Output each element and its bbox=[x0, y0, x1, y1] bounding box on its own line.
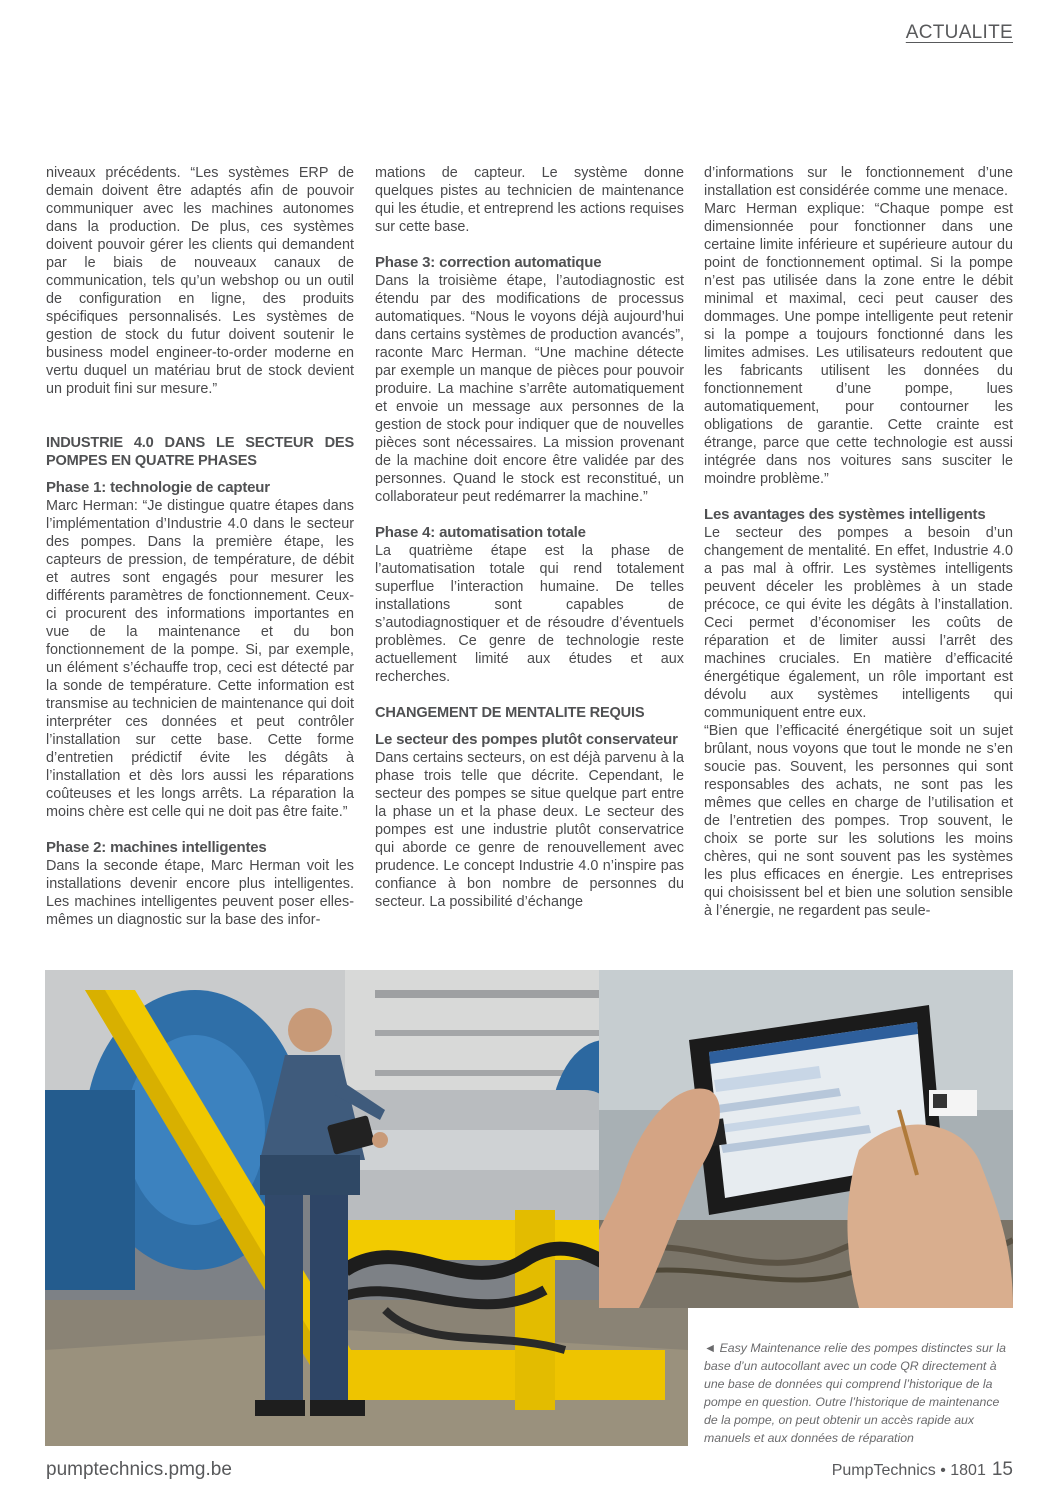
subheading-phase-2: Phase 2: machines intelligentes bbox=[46, 839, 267, 856]
magazine-issue: PumpTechnics • 1801 bbox=[831, 1462, 986, 1479]
paragraph: mations de capteur. Le système donne quelques pistes au technicien de maintenance qui les étudie, et entreprend les actions requises sur cette base. bbox=[375, 165, 684, 235]
subheading-phase-1: Phase 1: technologie de capteur bbox=[46, 479, 270, 496]
footer-magazine-info bbox=[832, 1459, 1013, 1481]
article-column-1 bbox=[46, 164, 354, 929]
paragraph: Marc Herman explique: “Chaque pompe est dimensionnée pour fonctionner dans une certaine limite inférieure et supérieure autour du point de fonctionnement optimal. Si la pompe n’est pas utilisée dans la zone entre le débit minimal et maximal, ceci peut causer des dommages. Une pompe intelligente peut retenir si la pompe a toujours fonctionné dans les limites admises. Les utilisateurs redoutent que les fabricants utilisent les données du fonctionnement d’une pompe, lues automatiquement, pour contourner les obligations de garantie. Cette crainte est étrange, parce que cette technologie est aussi intégrée dans nos voitures sans susciter le moindre problème.” bbox=[704, 201, 1013, 487]
paragraph: d’informations sur le fonctionnement d’une installation est considérée comme une menace. bbox=[704, 165, 1013, 199]
paragraph: Dans la seconde étape, Marc Herman voit les installations devenir encore plus intelligentes. Les machines intelligentes peuvent poser elles-mêmes un diagnostic sur la base des infor- bbox=[46, 858, 354, 928]
page-number: 15 bbox=[991, 1459, 1013, 1480]
paragraph: Le secteur des pompes a besoin d’un changement de mentalité. En effet, Industrie 4.0 a pas mal à offrir. Les systèmes intelligents peuvent déceler les problèmes à un stade précoce, ce qui évite les dégâts à l’installation. Ceci permet d’économiser les coûts de réparation et de limiter aussi l’arrêt des machines cruciales. En matière d’efficacité énergétique également, un rôle important est dévolu aux systèmes intelligents qui communiquent entre eux. bbox=[704, 525, 1013, 721]
paragraph: niveaux précédents. “Les systèmes ERP de demain doivent être adaptés afin de pouvoir communiquer avec les machines autonomes dans la production. De plus, ces systèmes doivent pouvoir gérer les clients qui demandent par le biais de nouveaux canaux de communication, tels qu’un webshop ou un outil de configuration en ligne, des produits spécifiques personnalisés. Les systèmes de gestion de stock du futur doivent soutenir le business model engineer-to-order moderne en vertu duquel un matériau brut de stock devient un produit fini sur mesure.” bbox=[46, 165, 354, 397]
photo-tablet-app bbox=[599, 970, 1013, 1308]
photo-caption: ◄ Easy Maintenance relie des pompes distinctes sur la base d’un autocollant avec un code QR directement à une base de données qui comprend l’historique de la pompe en question. Outre l’historique de maintenance de la pompe, on peut obtenir un accès rapide aux manuels et aux données de réparation bbox=[704, 1341, 1006, 1445]
footer-url[interactable]: pumptechnics.pmg.be bbox=[46, 1459, 232, 1480]
subheading: Le secteur des pompes plutôt conservateur bbox=[375, 731, 678, 748]
subheading-phase-3: Phase 3: correction automatique bbox=[375, 254, 602, 271]
paragraph: Dans certains secteurs, on est déjà parvenu à la phase trois telle que décrite. Cependant, le secteur des pompes se situe quelque part entre la phase un et la phase deux. Le secteur des pompes est une industrie plutôt conservatrice qui aborde ce genre de renouvellement avec prudence. Le concept Industrie 4.0 n’inspire pas confiance à bon nombre de personnes du secteur. La possibilité d’échange bbox=[375, 750, 684, 910]
section-heading: CHANGEMENT DE MENTALITE REQUIS bbox=[375, 705, 645, 721]
paragraph: “Bien que l’efficacité énergétique soit un sujet brûlant, nous voyons que tout le monde ne s’en soucie pas. Souvent, les personnes qui sont responsables des achats, ne sont pas les mêmes que celles en charge de l’utilisation et de l’entretien des pompes. Trop souvent, le choix se porte sur les solutions les moins chères, qui ne sont souvent pas les systèmes les plus efficaces en énergie. Les entreprises qui choisissent bel et bien une solution sensible à l’énergie, ne regardent pas seule- bbox=[704, 723, 1013, 919]
paragraph: La quatrième étape est la phase de l’automatisation totale qui rend totalement superflue l’interaction humaine. De telles installations sont capables de s’autodiagnostiquer et de résoudre d’éventuels problèmes. Ce genre de technologie reste actuellement limité aux études et aux recherches. bbox=[375, 543, 684, 685]
subheading-phase-4: Phase 4: automatisation totale bbox=[375, 524, 586, 541]
article-column-2 bbox=[375, 164, 684, 911]
paragraph: Marc Herman: “Je distingue quatre étapes dans l’implémentation d’Industrie 4.0 dans le secteur des pompes. Dans la première étape, les capteurs de pression, de température, de débit et autres sont engagés pour mesurer les différents paramètres de fonctionnement. Ceux-ci procurent des informations importantes en vue de la maintenance et du bon fonctionnement de la pompe. Si, par exemple, un élément s’échauffe trop, ceci est détecté par la sonde de température. Cette information est transmise au technicien de maintenance qui doit interpréter ces données et peut contrôler l’installation sur cette base. Cette forme d’entretien prédictif évite les dégâts à l’installation et dès lors aussi les réparations coûteuses et les longs arrêts. La réparation la moins chère est celle qui ne doit pas être faite.” bbox=[46, 498, 354, 820]
photo-technician-pump bbox=[45, 970, 688, 1446]
subheading: Les avantages des systèmes intelligents bbox=[704, 506, 986, 523]
section-label: ACTUALITE bbox=[905, 22, 1013, 43]
paragraph: Dans la troisième étape, l’autodiagnostic est étendu par des modifications de processus automatiques. “Nous le voyons déjà aujourd’hui dans certains systèmes de production avancés”, raconte Marc Herman. “Une machine détecte par exemple un manque de pièces pour pouvoir produire. La machine s’arrête automatiquement et envoie un message aux personnes de la gestion de stock pour indiquer que de nouvelles pièces sont nécessaires. La mission provenant de la machine doit encore être validée par des personnes. Quand le stock est reconstitué, un collaborateur peut redémarrer la machine.” bbox=[375, 273, 684, 505]
article-column-3 bbox=[704, 164, 1013, 920]
section-heading: INDUSTRIE 4.0 DANS LE SECTEUR DES POMPES EN QUATRE PHASES bbox=[46, 435, 354, 469]
